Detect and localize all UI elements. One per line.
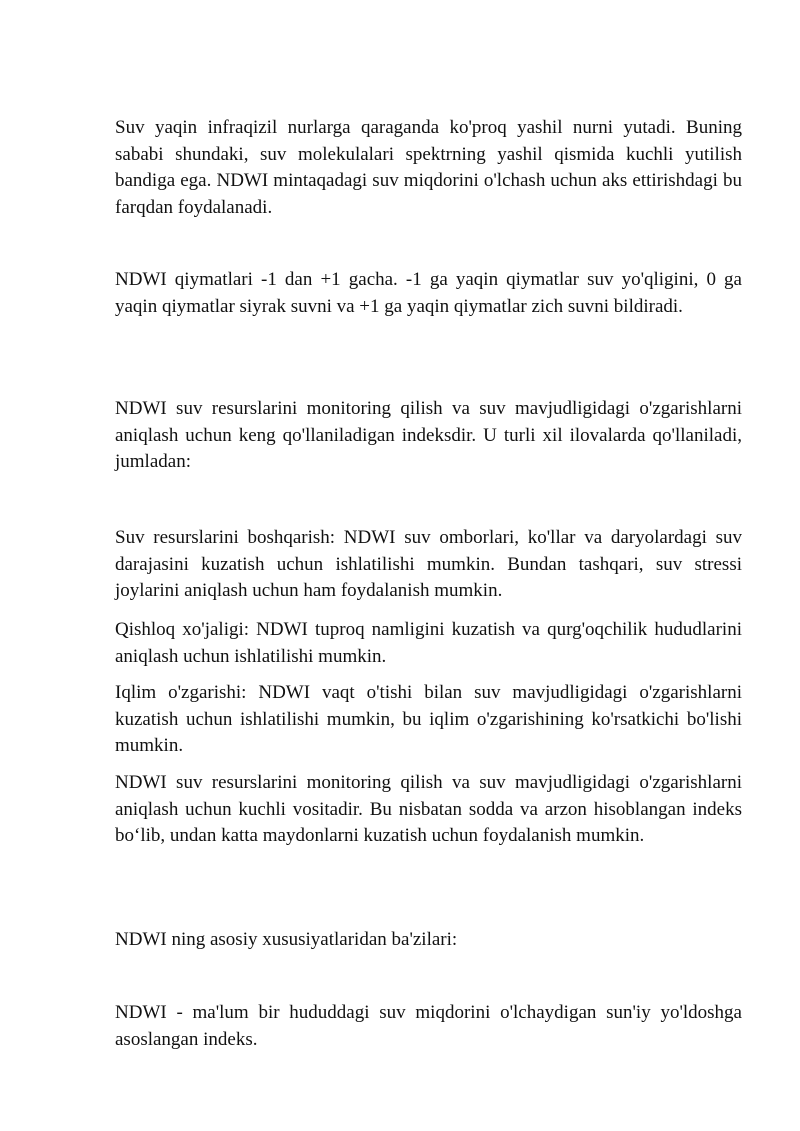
- paragraph-key-features: NDWI ning asosiy xususiyatlaridan ba'zilari:: [115, 929, 458, 950]
- paragraph-ndwi-definition: NDWI - ma'lum bir hududdagi suv miqdorini o'lchaydigan sun'iy yo'ldoshga asoslangan indeks.: [115, 1002, 742, 1050]
- paragraph-ndwi-values: NDWI qiymatlari -1 dan +1 gacha. -1 ga yaqin qiymatlar suv yo'qligini, 0 ga yaqin qiymatlar siyrak suvni va +1 ga yaqin qiymatlar zich suvni bildiradi.: [115, 269, 742, 317]
- paragraph-climate-change: Iqlim o'zgarishi: NDWI vaqt o'tishi bilan suv mavjudligidagi o'zgarishlarni kuzatish uchun ishlatilishi mumkin, bu iqlim o'zgarishining ko'rsatkichi bo'lishi mumkin.: [115, 682, 742, 756]
- paragraph-water-absorption: Suv yaqin infraqizil nurlarga qaraganda ko'proq yashil nurni yutadi. Buning sababi shundaki, suv molekulalari spektrning yashil qismida kuchli yutilish bandiga ega. NDWI mintaqadagi suv miqdorini o'lchash uchun aks ettirishdagi bu farqdan foydalanadi.: [115, 117, 742, 218]
- paragraph-ndwi-tool: NDWI suv resurslarini monitoring qilish va suv mavjudligidagi o'zgarishlarni aniqlash uchun kuchli vositadir. Bu nisbatan sodda va arzon hisoblangan indeks bo‘lib, undan katta maydonlarni kuzatish uchun foydalanish mumkin.: [115, 772, 742, 846]
- paragraph-water-management: Suv resurslarini boshqarish: NDWI suv omborlari, ko'llar va daryolardagi suv darajasini kuzatish uchun ishlatilishi mumkin. Bundan tashqari, suv stressi joylarini aniqlash uchun ham foydalanish mumkin.: [115, 527, 742, 601]
- paragraph-ndwi-usage: NDWI suv resurslarini monitoring qilish va suv mavjudligidagi o'zgarishlarni aniqlash uchun keng qo'llaniladigan indeksdir. U turli xil ilovalarda qo'llaniladi, jumladan:: [115, 398, 742, 472]
- paragraph-agriculture: Qishloq xo'jaligi: NDWI tuproq namligini kuzatish va qurg'oqchilik hududlarini aniqlash uchun ishlatilishi mumkin.: [115, 619, 742, 667]
